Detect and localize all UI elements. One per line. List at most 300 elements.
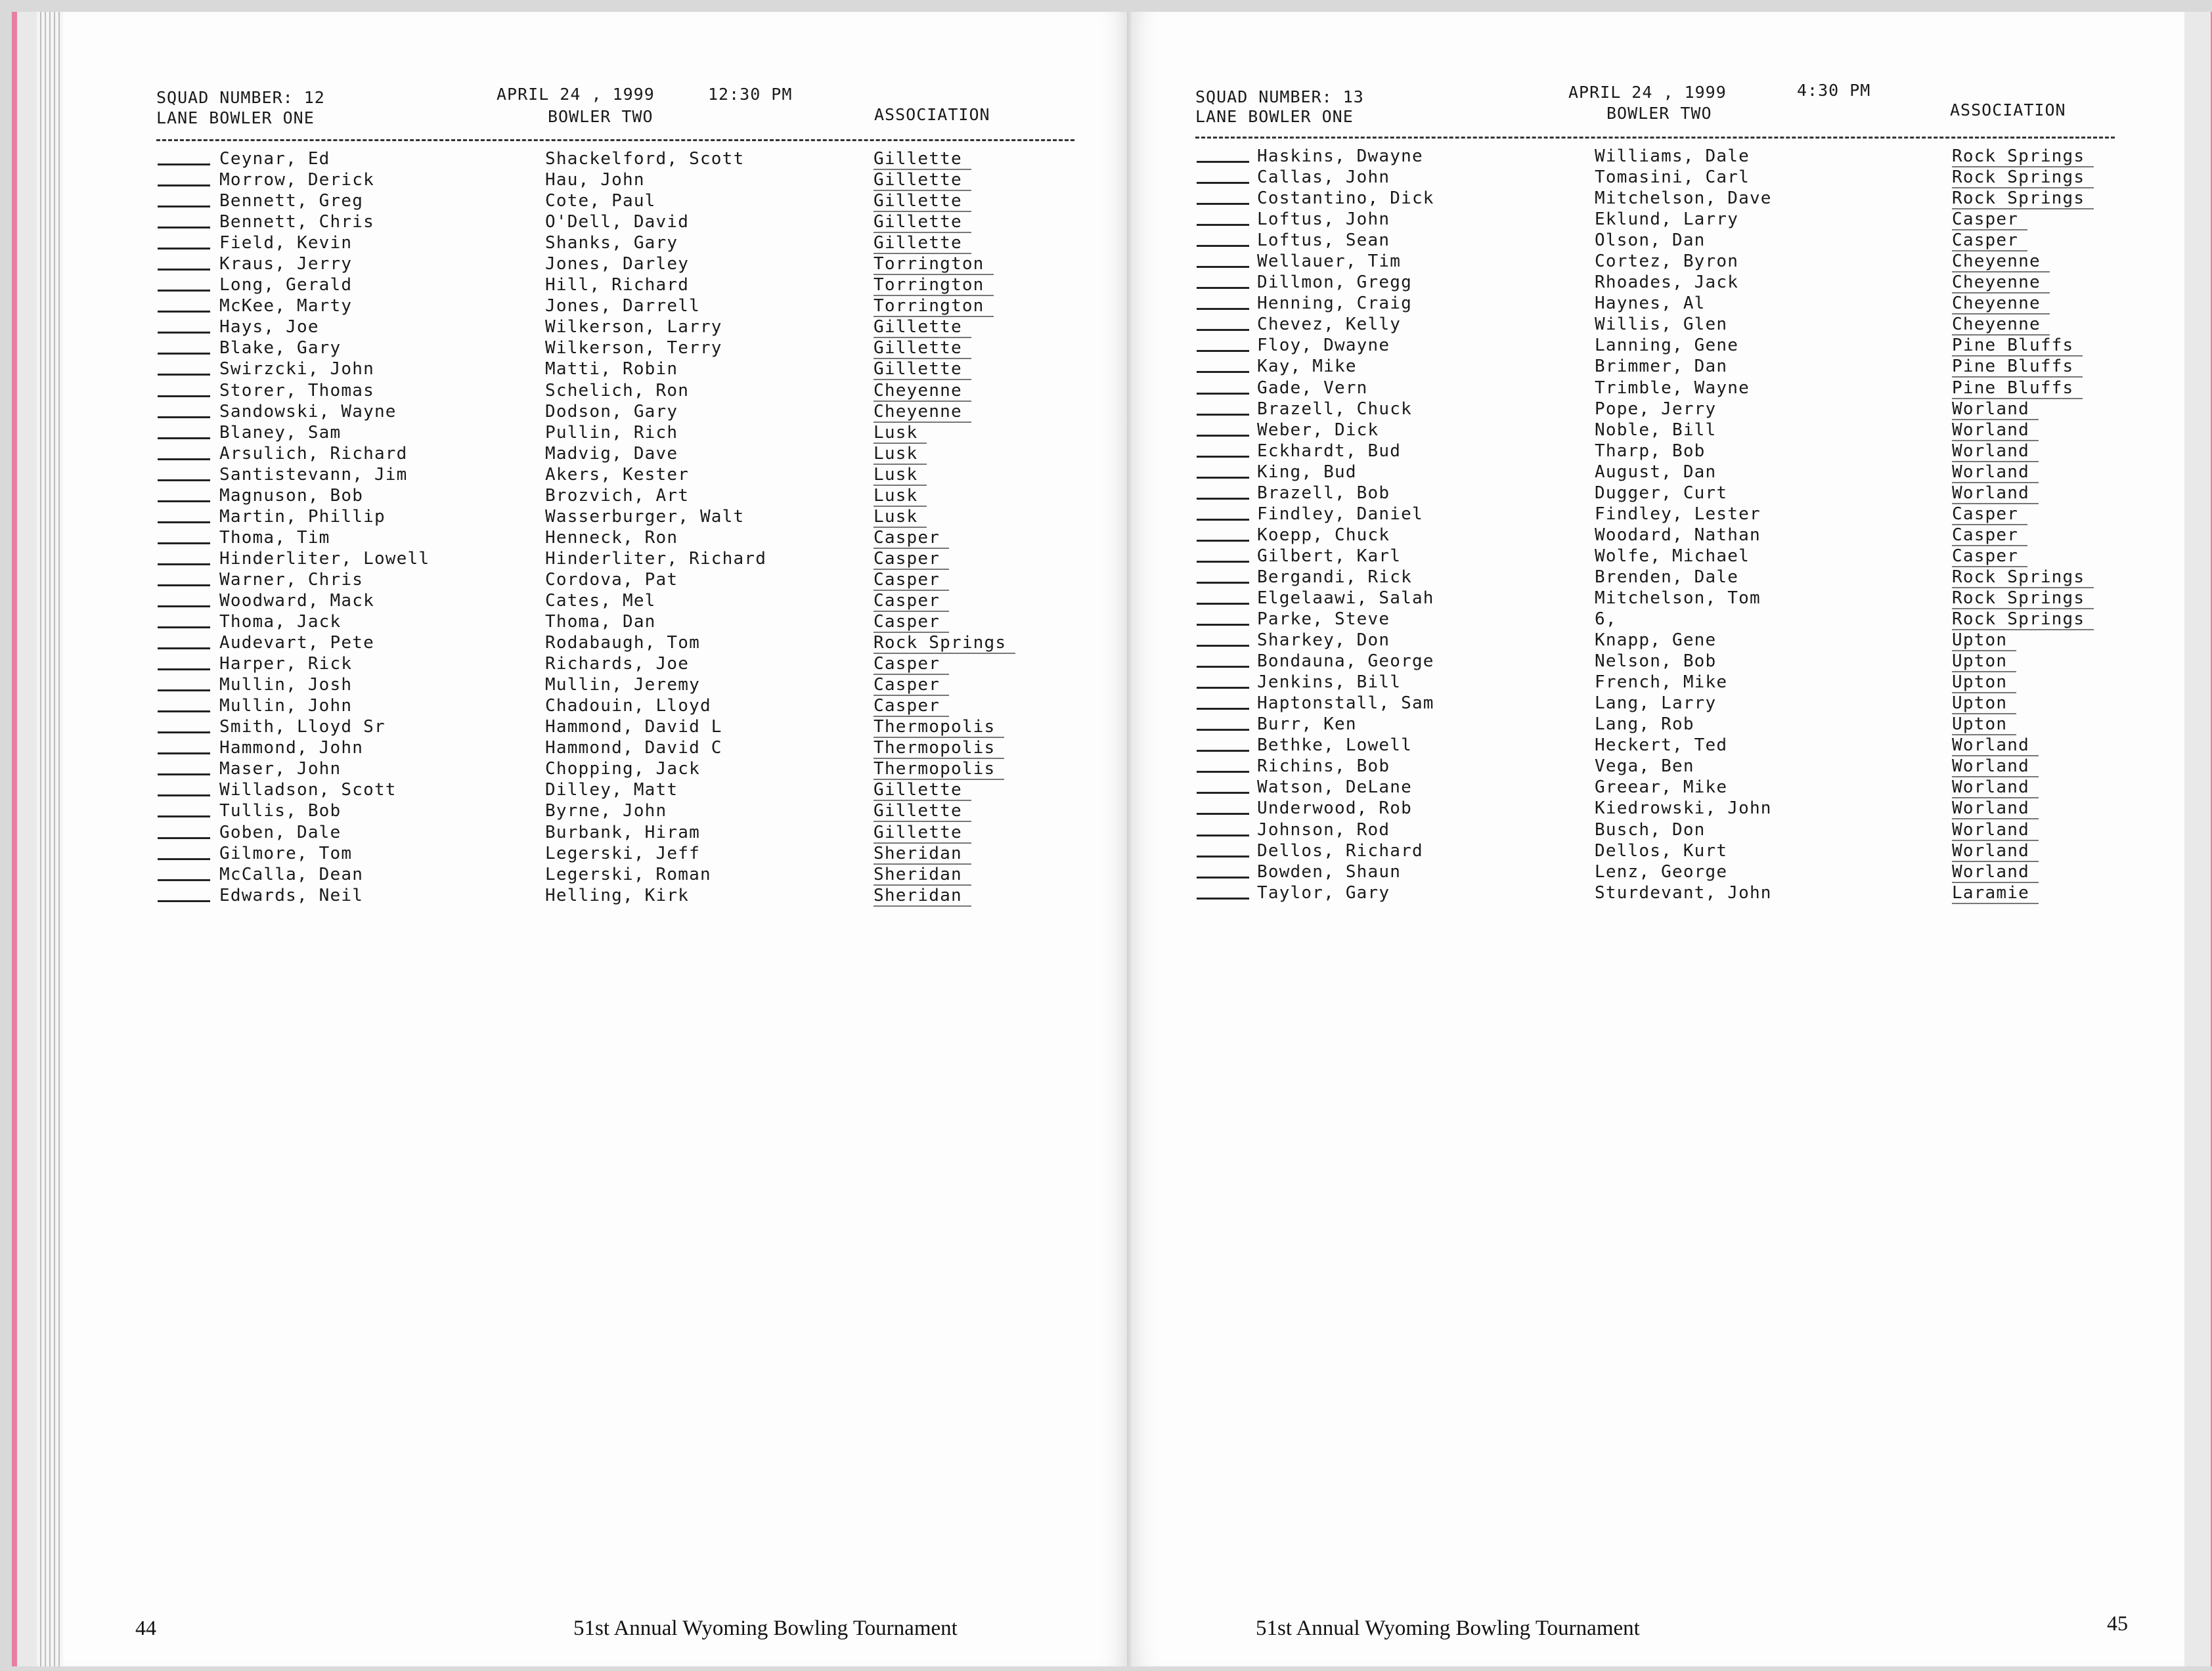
lane-blank [1197, 561, 1249, 563]
bowler-one-name: McCalla, Dean [219, 864, 364, 884]
table-row [1197, 798, 2116, 819]
bowler-one-name: Haptonstall, Sam [1257, 693, 1434, 714]
bowler-one-name: Bergandi, Rick [1257, 567, 1412, 587]
bowler-two-name: Mullin, Jeremy [545, 675, 700, 695]
col-header-bowler-two-right: BOWLER TWO [1606, 104, 1712, 123]
header-divider-right [1195, 137, 2115, 139]
association-name: Lusk [874, 444, 927, 465]
bowler-one-name: Woodward, Mack [219, 590, 374, 611]
association-name: Casper [1952, 546, 2027, 567]
association-name: Casper [874, 696, 949, 717]
bowler-two-name: Cote, Paul [545, 191, 656, 211]
association-name: Cheyenne [874, 381, 971, 402]
association-name: Upton [1952, 693, 2016, 714]
bowler-one-name: Goben, Dale [219, 822, 342, 842]
lane-blank [158, 395, 210, 397]
association-name: Worland [1952, 483, 2039, 504]
col-header-lane-bowler-one: LANE BOWLER ONE [156, 108, 315, 127]
bowler-one-name: Elgelaawi, Salah [1257, 588, 1434, 608]
lane-blank [158, 731, 210, 733]
association-name: Casper [1952, 525, 2027, 546]
book-gutter [1127, 12, 1134, 1666]
lane-blank [158, 668, 210, 670]
table-row [158, 423, 1077, 444]
lane-blank [1197, 582, 1249, 584]
bowler-two-name: Hau, John [545, 170, 645, 190]
squad-13-time: 4:30 PM [1797, 81, 1871, 100]
association-name: Worland [1952, 820, 2039, 841]
bowler-two-name: Dodson, Gary [545, 401, 678, 422]
bowler-one-name: King, Bud [1257, 462, 1357, 482]
bowler-two-name: August, Dan [1595, 462, 1717, 482]
squad-13-date: APRIL 24 , 1999 [1568, 83, 1727, 102]
lane-blank [158, 858, 210, 860]
bowler-one-name: McKee, Marty [219, 296, 353, 316]
bowler-one-name: Callas, John [1257, 167, 1390, 188]
bowler-two-name: Vega, Ben [1595, 756, 1694, 777]
bowler-two-name: Thoma, Dan [545, 612, 656, 632]
bowler-one-name: Floy, Dwayne [1257, 336, 1390, 356]
bowler-two-name: Cortez, Byron [1595, 251, 1739, 272]
lane-blank [1197, 287, 1249, 289]
lane-blank [1197, 308, 1249, 310]
association-name: Lusk [874, 423, 927, 444]
lane-blank [158, 773, 210, 775]
table-row [1197, 693, 2116, 714]
association-name: Torrington [874, 296, 994, 317]
bowler-one-name: Kraus, Jerry [219, 254, 353, 274]
association-name: Upton [1952, 714, 2016, 735]
table-row [158, 886, 1077, 907]
lane-blank [1197, 898, 1249, 900]
table-row [1197, 820, 2116, 841]
bowler-two-name: Busch, Don [1595, 819, 1706, 840]
lane-blank [1197, 519, 1249, 521]
bowler-one-name: Blaney, Sam [219, 422, 342, 443]
bowler-two-name: Willis, Glen [1595, 315, 1728, 335]
table-row [158, 338, 1077, 359]
bowler-one-name: Audevart, Pete [219, 633, 374, 653]
lane-blank [158, 542, 210, 544]
association-name: Casper [874, 549, 949, 570]
bowler-two-name: Kiedrowski, John [1595, 798, 1772, 819]
bowler-one-name: Mullin, John [219, 696, 353, 716]
association-name: Pine Bluffs [1952, 357, 2083, 378]
bowler-one-name: Koepp, Chuck [1257, 525, 1390, 545]
bowler-one-name: Santistevann, Jim [219, 464, 408, 485]
lane-blank [158, 689, 210, 691]
bowler-one-name: Field, Kevin [219, 233, 353, 253]
association-name: Pine Bluffs [1952, 336, 2083, 357]
bowler-one-name: Parke, Steve [1257, 609, 1390, 630]
lane-blank [1197, 161, 1249, 163]
bowler-two-name: Haynes, Al [1595, 293, 1706, 314]
association-name: Worland [1952, 798, 2039, 819]
bowler-one-name: Dillmon, Gregg [1257, 272, 1412, 293]
association-name: Gillette [874, 780, 971, 801]
lane-blank [1197, 414, 1249, 416]
bowler-two-name: Tomasini, Carl [1595, 167, 1750, 188]
bowler-one-name: Tullis, Bob [219, 801, 342, 821]
bowler-two-name: Noble, Bill [1595, 420, 1717, 440]
table-row [1197, 714, 2116, 735]
bowler-two-name: Madvig, Dave [545, 443, 678, 464]
lane-blank [158, 227, 210, 228]
table-row [1197, 336, 2116, 357]
table-row [1197, 420, 2116, 441]
bowler-two-name: Hammond, David L [545, 717, 722, 737]
table-row [1197, 483, 2116, 504]
association-name: Gillette [874, 823, 971, 844]
lane-blank [158, 837, 210, 839]
bowler-one-name: Burr, Ken [1257, 714, 1357, 735]
table-row [158, 507, 1077, 528]
table-row [158, 759, 1077, 780]
bowler-one-name: Underwood, Rob [1257, 798, 1412, 819]
squad-number-12: SQUAD NUMBER: 12 [156, 88, 325, 107]
table-row [1197, 146, 2116, 167]
association-name: Gillette [874, 149, 971, 170]
bowler-one-name: Thoma, Jack [219, 612, 342, 632]
table-row [158, 865, 1077, 886]
lane-blank [158, 479, 210, 481]
lane-blank [1197, 708, 1249, 710]
lane-blank [158, 584, 210, 586]
lane-blank [158, 647, 210, 649]
table-row [158, 170, 1077, 191]
association-name: Rock Springs [1952, 167, 2094, 188]
bowler-one-name: Warner, Chris [219, 569, 364, 590]
bowler-one-name: Loftus, Sean [1257, 230, 1390, 251]
table-row [1197, 777, 2116, 798]
table-row [1197, 441, 2116, 462]
table-row [1197, 167, 2116, 188]
lane-blank [1197, 224, 1249, 226]
association-name: Gillette [874, 359, 971, 380]
bowler-one-name: Chevez, Kelly [1257, 315, 1402, 335]
table-row [158, 381, 1077, 402]
association-name: Thermopolis [874, 738, 1004, 759]
bowler-two-name: Wolfe, Michael [1595, 546, 1750, 566]
bowler-two-name: Akers, Kester [545, 464, 690, 485]
bowler-one-name: Gade, Vern [1257, 378, 1368, 398]
association-name: Rock Springs [1952, 188, 2094, 209]
bowler-two-name: Matti, Robin [545, 359, 678, 380]
bowler-one-name: Brazell, Bob [1257, 483, 1390, 503]
bowler-one-name: Kay, Mike [1257, 357, 1357, 377]
table-row [1197, 188, 2116, 209]
table-row [158, 844, 1077, 865]
bowler-one-name: Swirzcki, John [219, 359, 374, 380]
bowler-two-name: Wasserburger, Walt [545, 506, 745, 527]
table-row [158, 823, 1077, 844]
bowler-one-name: Watson, DeLane [1257, 777, 1412, 798]
bowler-two-name: Brimmer, Dan [1595, 357, 1728, 377]
lane-blank [158, 374, 210, 376]
table-row [1197, 399, 2116, 420]
bowler-one-name: Sandowski, Wayne [219, 401, 397, 422]
lane-blank [1197, 603, 1249, 605]
bowler-two-name: Shanks, Gary [545, 233, 678, 253]
right-page [1134, 12, 2184, 1666]
bowler-two-name: Williams, Dale [1595, 146, 1750, 166]
page-number-44: 44 [135, 1616, 156, 1639]
bowler-one-name: Findley, Daniel [1257, 504, 1423, 524]
association-name: Lusk [874, 465, 927, 486]
lane-blank [1197, 813, 1249, 815]
lane-blank [158, 815, 210, 817]
association-name: Worland [1952, 756, 2039, 777]
table-row [1197, 462, 2116, 483]
table-row [1197, 293, 2116, 315]
association-name: Worland [1952, 777, 2039, 798]
association-name: Sheridan [874, 865, 971, 886]
bowler-one-name: Weber, Dick [1257, 420, 1379, 440]
table-row [158, 317, 1077, 338]
bowler-one-name: Wellauer, Tim [1257, 251, 1402, 272]
table-row [158, 212, 1077, 233]
association-name: Upton [1952, 651, 2016, 672]
association-name: Casper [1952, 504, 2027, 525]
left-page [63, 12, 1127, 1666]
header-divider [156, 139, 1074, 141]
lane-blank [158, 248, 210, 250]
table-row [1197, 735, 2116, 756]
page-number-45: 45 [2107, 1611, 2128, 1635]
bowler-two-name: Dilley, Matt [545, 780, 678, 800]
table-row [158, 549, 1077, 570]
bowler-two-name: Lang, Rob [1595, 714, 1694, 735]
association-name: Gillette [874, 317, 971, 338]
bowler-one-name: Martin, Phillip [219, 506, 386, 527]
lane-blank [1197, 498, 1249, 500]
table-row [158, 696, 1077, 717]
association-name: Casper [874, 612, 949, 633]
bowler-two-name: Woodard, Nathan [1595, 525, 1761, 545]
lane-blank [1197, 540, 1249, 542]
squad-number-13: SQUAD NUMBER: 13 [1195, 87, 1364, 106]
bowler-two-name: Byrne, John [545, 801, 667, 821]
lane-blank [1197, 203, 1249, 205]
bowler-one-name: Edwards, Neil [219, 885, 364, 905]
bowler-two-name: Hinderliter, Richard [545, 548, 767, 569]
lane-blank [1197, 435, 1249, 437]
table-row [1197, 630, 2116, 651]
bowler-two-name: Brenden, Dale [1595, 567, 1739, 587]
lane-blank [158, 437, 210, 439]
bowler-one-name: Costantino, Dick [1257, 188, 1434, 209]
bowler-one-name: Long, Gerald [219, 275, 353, 295]
bowler-two-name: Lang, Larry [1595, 693, 1717, 714]
bowler-two-name: Trimble, Wayne [1595, 378, 1750, 398]
association-name: Rock Springs [1952, 588, 2094, 609]
lane-blank [158, 311, 210, 313]
bowler-two-name: Legerski, Jeff [545, 843, 700, 863]
association-name: Worland [1952, 841, 2039, 862]
footer-title-right: 51st Annual Wyoming Bowling Tournament [1256, 1617, 1640, 1640]
bowler-two-name: Henneck, Ron [545, 527, 678, 548]
table-row [158, 233, 1077, 254]
lane-blank [158, 290, 210, 292]
squad-13-table [1197, 146, 2116, 904]
bowler-two-name: Nelson, Bob [1595, 651, 1717, 672]
association-name: Lusk [874, 486, 927, 507]
association-name: Worland [1952, 862, 2039, 883]
table-row [1197, 609, 2116, 630]
lane-blank [1197, 750, 1249, 752]
col-header-lane-bowler-one-right: LANE BOWLER ONE [1195, 107, 1354, 126]
table-row [1197, 378, 2116, 399]
bowler-two-name: Hammond, David C [545, 738, 722, 758]
table-row [158, 254, 1077, 275]
bowler-one-name: Taylor, Gary [1257, 882, 1390, 903]
lane-blank [158, 626, 210, 628]
bowler-one-name: Brazell, Chuck [1257, 399, 1412, 419]
bowler-one-name: Haskins, Dwayne [1257, 146, 1423, 166]
association-name: Upton [1952, 630, 2016, 651]
lane-blank [158, 900, 210, 902]
bowler-one-name: Thoma, Tim [219, 527, 330, 548]
association-name: Worland [1952, 441, 2039, 462]
association-name: Rock Springs [1952, 146, 2094, 167]
bowler-one-name: Gilmore, Tom [219, 843, 353, 863]
lane-blank [1197, 182, 1249, 184]
table-row [158, 296, 1077, 317]
association-name: Rock Springs [1952, 567, 2094, 588]
association-name: Cheyenne [1952, 293, 2050, 315]
association-name: Cheyenne [1952, 315, 2050, 336]
table-row [158, 612, 1077, 633]
bowler-two-name: Chopping, Jack [545, 759, 700, 779]
lane-blank [1197, 393, 1249, 395]
lane-blank [1197, 835, 1249, 836]
bowler-two-name: Cates, Mel [545, 590, 656, 611]
table-row [1197, 651, 2116, 672]
bowler-one-name: Harper, Rick [219, 654, 353, 674]
table-row [158, 486, 1077, 507]
association-name: Thermopolis [874, 717, 1004, 738]
bowler-one-name: Willadson, Scott [219, 780, 397, 800]
lane-blank [158, 752, 210, 754]
table-row [1197, 272, 2116, 293]
association-name: Rock Springs [874, 633, 1015, 654]
association-name: Gillette [874, 233, 971, 254]
lane-blank [1197, 687, 1249, 689]
table-row [158, 275, 1077, 296]
table-row [1197, 841, 2116, 862]
col-header-association: ASSOCIATION [874, 105, 990, 124]
bowler-two-name: Burbank, Hiram [545, 822, 700, 842]
table-row [158, 633, 1077, 654]
bowler-two-name: Findley, Lester [1595, 504, 1761, 524]
bowler-two-name: Schelich, Ron [545, 380, 690, 401]
lane-blank [1197, 792, 1249, 794]
bowler-two-name: Greear, Mike [1595, 777, 1728, 798]
table-row [1197, 251, 2116, 272]
table-row [158, 359, 1077, 380]
bowler-two-name: Knapp, Gene [1595, 630, 1717, 651]
table-row [158, 675, 1077, 696]
bowler-two-name: Shackelford, Scott [545, 149, 745, 169]
bowler-two-name: Mitchelson, Tom [1595, 588, 1761, 608]
bowler-two-name: Lanning, Gene [1595, 336, 1739, 356]
bowler-one-name: Hays, Joe [219, 317, 319, 337]
lane-blank [158, 879, 210, 881]
bowler-two-name: Pope, Jerry [1595, 399, 1717, 419]
bowler-two-name: Cordova, Pat [545, 569, 678, 590]
bowler-one-name: Arsulich, Richard [219, 443, 408, 464]
association-name: Casper [1952, 209, 2027, 230]
association-name: Worland [1952, 735, 2039, 756]
table-row [158, 149, 1077, 170]
table-row [1197, 862, 2116, 883]
association-name: Pine Bluffs [1952, 378, 2083, 399]
lane-blank [1197, 666, 1249, 668]
association-name: Gillette [874, 338, 971, 359]
association-name: Casper [874, 591, 949, 612]
association-name: Cheyenne [874, 402, 971, 423]
lane-blank [158, 458, 210, 460]
bowler-one-name: Loftus, John [1257, 209, 1390, 230]
lane-blank [1197, 771, 1249, 773]
bowler-two-name: Dugger, Curt [1595, 483, 1728, 503]
table-row [158, 444, 1077, 465]
association-name: Gillette [874, 191, 971, 212]
bowler-two-name: Rhoades, Jack [1595, 272, 1739, 293]
association-name: Sheridan [874, 844, 971, 865]
table-row [158, 191, 1077, 212]
bowler-one-name: Johnson, Rod [1257, 819, 1390, 840]
table-row [1197, 756, 2116, 777]
bowler-one-name: Hammond, John [219, 738, 364, 758]
bowler-two-name: Dellos, Kurt [1595, 840, 1728, 861]
bowler-two-name: Rodabaugh, Tom [545, 633, 700, 653]
association-name: Worland [1952, 462, 2039, 483]
bowler-one-name: Sharkey, Don [1257, 630, 1390, 651]
bowler-two-name: Wilkerson, Terry [545, 338, 722, 358]
lane-blank [158, 206, 210, 207]
table-row [1197, 504, 2116, 525]
bowler-one-name: Morrow, Derick [219, 170, 374, 190]
bowler-one-name: Gilbert, Karl [1257, 546, 1402, 566]
lane-blank [1197, 877, 1249, 879]
table-row [158, 780, 1077, 801]
bowler-two-name: Hill, Richard [545, 275, 690, 295]
lane-blank [1197, 245, 1249, 247]
bowler-two-name: Wilkerson, Larry [545, 317, 722, 337]
bowler-one-name: Mullin, Josh [219, 675, 353, 695]
association-name: Casper [874, 570, 949, 591]
bowler-two-name: Mitchelson, Dave [1595, 188, 1772, 209]
association-name: Worland [1952, 420, 2039, 441]
squad-12-table [158, 149, 1077, 907]
bowler-one-name: Bennett, Chris [219, 212, 374, 232]
bowler-two-name: Lenz, George [1595, 861, 1728, 882]
bowler-one-name: Eckhardt, Bud [1257, 441, 1402, 461]
lane-blank [158, 163, 210, 165]
lane-blank [1197, 856, 1249, 857]
bowler-one-name: Magnuson, Bob [219, 485, 364, 506]
association-name: Gillette [874, 170, 971, 191]
bowler-one-name: Smith, Lloyd Sr [219, 717, 386, 737]
bowler-two-name: Richards, Joe [545, 654, 690, 674]
bowler-two-name: Chadouin, Lloyd [545, 696, 711, 716]
table-row [1197, 525, 2116, 546]
bowler-one-name: Dellos, Richard [1257, 840, 1423, 861]
bowler-two-name: Helling, Kirk [545, 885, 690, 905]
lane-blank [1197, 477, 1249, 479]
table-row [158, 528, 1077, 549]
